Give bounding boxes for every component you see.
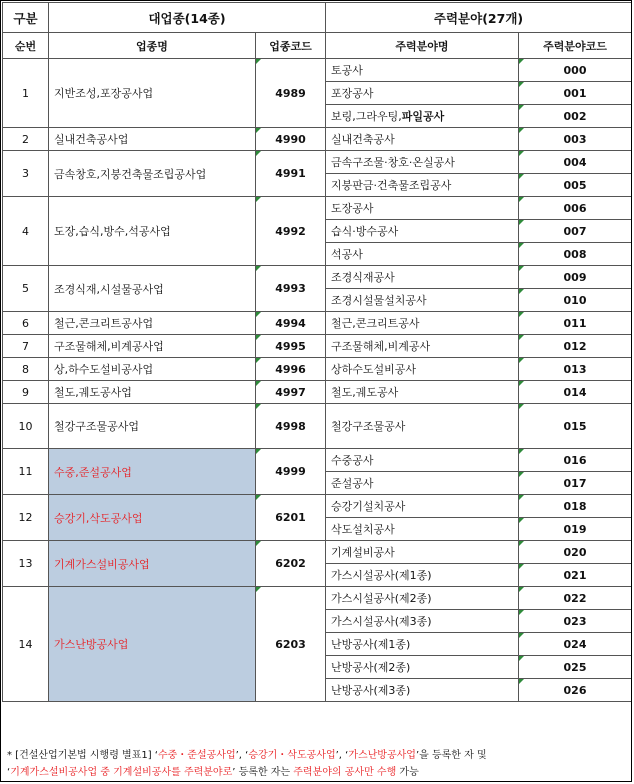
field-code: 017 (519, 472, 632, 495)
table-row (3, 197, 632, 220)
table-row (3, 128, 632, 151)
field-code: 022 (519, 587, 632, 610)
field-name: 금속구조물·창호·온실공사 (326, 151, 519, 174)
footnote-text: ’을 등록한 자 및 (415, 750, 487, 761)
table-row (3, 381, 632, 404)
field-name-bold-part: 파일공사 (401, 110, 445, 123)
footnote-highlight: 승강기・삭도공사업 (248, 750, 336, 761)
field-code: 007 (519, 220, 632, 243)
field-code: 026 (519, 679, 632, 702)
field-code: 010 (519, 289, 632, 312)
industry-code-table (2, 2, 632, 702)
row-number: 3 (3, 151, 49, 197)
field-code: 020 (519, 541, 632, 564)
footnote (7, 747, 629, 781)
table-row (3, 495, 632, 518)
field-name: 철도,궤도공사 (326, 381, 519, 404)
row-number: 7 (3, 335, 49, 358)
industry-code: 4990 (256, 128, 326, 151)
field-code: 005 (519, 174, 632, 197)
header-main-field: 주력분야(27개) (326, 3, 632, 33)
table-row (3, 335, 632, 358)
field-name: 석공사 (326, 243, 519, 266)
industry-code: 4993 (256, 266, 326, 312)
row-number: 2 (3, 128, 49, 151)
field-name: 습식·방수공사 (326, 220, 519, 243)
industry-name: 기계가스설비공사업 (49, 541, 256, 587)
field-name: 조경시설물설치공사 (326, 289, 519, 312)
field-code: 003 (519, 128, 632, 151)
footnote-highlight: 가스난방공사업 (348, 750, 416, 761)
field-name: 조경식재공사 (326, 266, 519, 289)
footnote-text: ’, ‘ (335, 750, 349, 761)
header-field-name: 주력분야명 (326, 33, 519, 59)
industry-name: 조경식재,시설물공사업 (49, 266, 256, 312)
industry-name: 철근,콘크리트공사업 (49, 312, 256, 335)
field-name: 포장공사 (326, 82, 519, 105)
field-name: 상하수도설비공사 (326, 358, 519, 381)
table-row (3, 587, 632, 610)
industry-code: 4989 (256, 59, 326, 128)
industry-name: 가스난방공사업 (49, 587, 256, 702)
field-name: 난방공사(제1종) (326, 633, 519, 656)
field-code: 015 (519, 404, 632, 449)
table-row (3, 404, 632, 449)
header-major-industry: 대업종(14종) (49, 3, 326, 33)
field-code: 000 (519, 59, 632, 82)
row-number: 1 (3, 59, 49, 128)
row-number: 5 (3, 266, 49, 312)
footnote-line-1 (7, 747, 629, 764)
field-code: 006 (519, 197, 632, 220)
industry-code: 4991 (256, 151, 326, 197)
field-name: 지붕판금·건축물조립공사 (326, 174, 519, 197)
row-number: 8 (3, 358, 49, 381)
footnote-text: 가능 (396, 767, 419, 778)
field-code: 011 (519, 312, 632, 335)
table-row (3, 151, 632, 174)
footnote-text: * [건설산업기본법 시행령 별표1] ‘ (7, 750, 158, 761)
field-code: 019 (519, 518, 632, 541)
field-name-part: 보링,그라우팅, (331, 110, 402, 123)
industry-code: 4992 (256, 197, 326, 266)
table-row (3, 449, 632, 472)
industry-name: 상,하수도설비공사업 (49, 358, 256, 381)
field-name: 토공사 (326, 59, 519, 82)
industry-name: 수중,준설공사업 (49, 449, 256, 495)
industry-name: 금속창호,지붕건축물조립공사업 (49, 151, 256, 197)
footnote-text: ‘ (7, 767, 11, 778)
field-name: 삭도설치공사 (326, 518, 519, 541)
field-code: 013 (519, 358, 632, 381)
industry-name: 철강구조물공사업 (49, 404, 256, 449)
industry-name: 구조물해체,비계공사업 (49, 335, 256, 358)
industry-code: 4996 (256, 358, 326, 381)
field-code: 014 (519, 381, 632, 404)
field-name (326, 105, 519, 128)
table-row (3, 312, 632, 335)
field-code: 001 (519, 82, 632, 105)
field-name: 철강구조물공사 (326, 404, 519, 449)
field-code: 002 (519, 105, 632, 128)
row-number: 14 (3, 587, 49, 702)
industry-code: 4999 (256, 449, 326, 495)
field-name: 난방공사(제2종) (326, 656, 519, 679)
row-number: 11 (3, 449, 49, 495)
table-row (3, 358, 632, 381)
industry-name: 승강기,삭도공사업 (49, 495, 256, 541)
field-code: 018 (519, 495, 632, 518)
industry-name: 실내건축공사업 (49, 128, 256, 151)
field-name: 도장공사 (326, 197, 519, 220)
industry-code: 6203 (256, 587, 326, 702)
industry-code: 6202 (256, 541, 326, 587)
field-name: 수중공사 (326, 449, 519, 472)
row-number: 9 (3, 381, 49, 404)
footnote-text: ’, ‘ (235, 750, 249, 761)
industry-code: 4994 (256, 312, 326, 335)
header-industry-name: 업종명 (49, 33, 256, 59)
row-number: 6 (3, 312, 49, 335)
field-name: 승강기설치공사 (326, 495, 519, 518)
industry-code: 4995 (256, 335, 326, 358)
row-number: 13 (3, 541, 49, 587)
footnote-highlight: 수중・준설공사업 (157, 750, 236, 761)
table-row (3, 266, 632, 289)
row-number: 10 (3, 404, 49, 449)
field-name: 기계설비공사 (326, 541, 519, 564)
field-code: 016 (519, 449, 632, 472)
field-name: 구조물해체,비계공사 (326, 335, 519, 358)
footnote-highlight: 기계가스설비공사업 중 기계설비공사를 주력분야로 (10, 767, 233, 778)
field-code: 023 (519, 610, 632, 633)
industry-name: 도장,습식,방수,석공사업 (49, 197, 256, 266)
footnote-highlight: 주력분야의 공사만 수행 (293, 767, 397, 778)
header-field-code: 주력분야코드 (519, 33, 632, 59)
header-no: 순번 (3, 33, 49, 59)
footnote-line-2 (7, 764, 629, 781)
row-number: 4 (3, 197, 49, 266)
header-group: 구분 (3, 3, 49, 33)
field-code: 008 (519, 243, 632, 266)
header-industry-code: 업종코드 (256, 33, 326, 59)
field-name: 철근,콘크리트공사 (326, 312, 519, 335)
field-code: 024 (519, 633, 632, 656)
industry-code: 4997 (256, 381, 326, 404)
field-name: 가스시설공사(제3종) (326, 610, 519, 633)
table-row (3, 59, 632, 82)
field-code: 009 (519, 266, 632, 289)
field-code: 025 (519, 656, 632, 679)
field-code: 021 (519, 564, 632, 587)
table-row (3, 541, 632, 564)
field-name: 가스시설공사(제1종) (326, 564, 519, 587)
footnote-text: ’ 등록한 자는 (232, 767, 294, 778)
field-name: 준설공사 (326, 472, 519, 495)
industry-code: 6201 (256, 495, 326, 541)
industry-name: 철도,궤도공사업 (49, 381, 256, 404)
field-name: 가스시설공사(제2종) (326, 587, 519, 610)
row-number: 12 (3, 495, 49, 541)
field-code: 012 (519, 335, 632, 358)
field-code: 004 (519, 151, 632, 174)
industry-name: 지반조성,포장공사업 (49, 59, 256, 128)
industry-code: 4998 (256, 404, 326, 449)
table-body (3, 59, 632, 702)
field-name: 난방공사(제3종) (326, 679, 519, 702)
field-name: 실내건축공사 (326, 128, 519, 151)
